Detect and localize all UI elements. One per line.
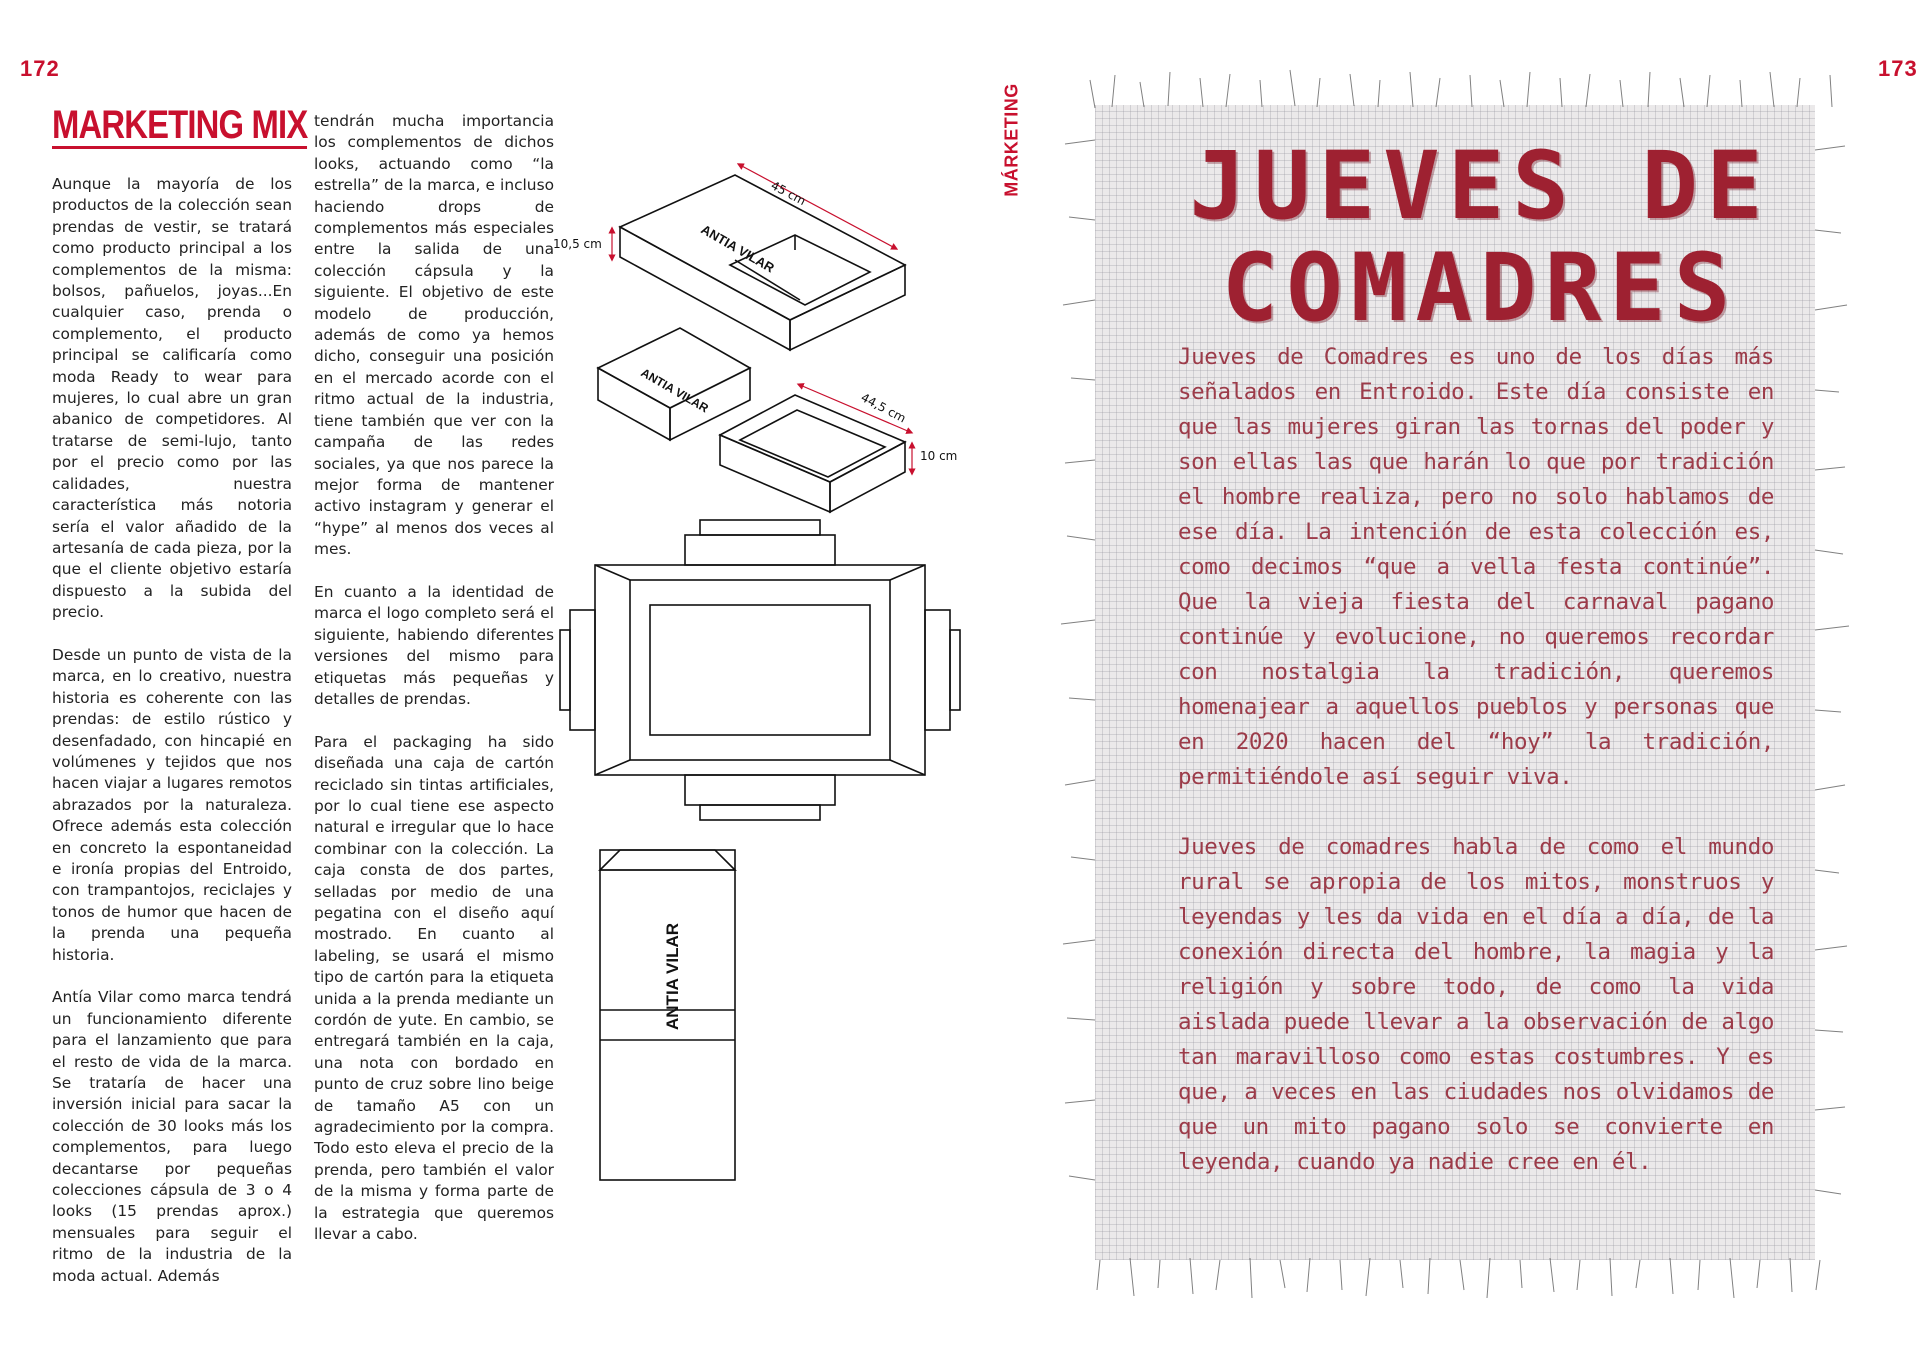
page-number-right: 173 [1878,56,1918,81]
paragraph: Antía Vilar como marca tendrá un funcionamiento diferente para el lanzamiento que para el resto de vida de la marca. Se trataría de hacer una inversión inicial para sacar la colección de 30 looks más los complementos, para luego decantarse por pequeñas colecciones cápsula de 3 o 4 looks (15 prendas aprox.) mensuales para seguir el ritmo de la industria de la moda actual. Además [52,988,292,1285]
embroidered-title [1140,132,1820,343]
box-brand-text: ANTIA VILAR [638,365,711,416]
embroidered-title-line: COMADRES [1221,234,1739,343]
box-net-illustration [560,520,960,820]
paragraph: Para el packaging ha sido diseñada una caja de cartón reciclado sin tintas artificiales, por lo cual tiene ese aspecto natural e irregular que lo hace combinar con la colección. La caja consta de dos partes, selladas por medio de una pegatina con el diseño aquí mostrado. En cuanto al labeling, se usará el mismo tipo de cartón para la etiqueta unida a la prenda mediante un cordón de yute. En cambio, se entregará también en la caja, una nota con bordado en punto de cruz sobre lino beige de tamaño A5 con un agradecimiento por la compra. Todo esto eleva el precio de la prenda, pero también el valor de la misma y forma parte de la estrategia que queremos llevar a cabo. [314,732,554,1244]
embroidered-paragraph: Jueves de comadres habla de como el mundo rural se apropia de los mitos, monstruos y leyendas y les da vida en el día a día, de la conexión directa del hombre, la magia y la religión y sobre todo, de como la vida aislada puede llevar a la observación de algo tan maravilloso como estas costumbres. Y es que, a veces en las ciudades nos olvidamos de que un mito pagano solo se convierte en leyenda, cuando ya nadie cree en él. [1178,834,1774,1175]
section-side-label: MÁRKETING [1001,83,1022,197]
embroidered-title-line: JUEVES DE [1189,132,1771,241]
embroidered-text [1178,340,1774,1215]
text-column-left [52,174,292,1308]
section-heading: MARKETING MIX [52,103,308,147]
text-column-right [314,111,554,1267]
paragraph: Aunque la mayoría de los productos de la colección sean prendas de vestir, se tratará como producto principal a los complementos de la misma: bolsos, pañuelos, joyas...En cualquier caso, prenda o complemento, el producto principal se calificaría como moda Ready to wear para mujeres, lo cual abre un gran abanico de competidores. Al tratarse de semi-lujo, tanto por el precio como por las calidades, nuestra característica más notoria sería el valor añadido de la artesanía de cada pieza, por la que el cliente objetivo estaría dispuesto a la subida del precio. [52,175,292,622]
packaging-diagram [553,150,980,1200]
paragraph: Desde un punto de vista de la marca, en lo creativo, nuestra historia es coherente con las prendas: de estilo rústico y desenfadado, con hincapié en volúmenes y tejidos que nos hacen viajar a lugares remotos abrazados por la naturaleza. Ofrece además esta colección en concreto la espontaneidad e ironía propias del Entroido, con trampantojos, reciclajes y tonos de humor que hacen de la prenda una pequeña historia. [52,645,292,964]
page-number-left: 172 [20,56,60,81]
paragraph: tendrán mucha importancia los complementos de dichos looks, actuando como “la estrella” de la marca, e incluso haciendo drops de complementos más especiales entre la salida de una colección cápsula y la siguiente. El objetivo de este modelo de producción, además de como ya hemos dicho, conseguir una posición en el mercado acorde con el ritmo actual de la industria, tiene también que ver con la campaña de las redes sociales, ya que nos parece la mejor forma de mantener activo instagram y generar el “hype” al menos dos veces al mes. [314,112,554,559]
dimension-label-width-bottom: 44,5 cm [858,390,909,426]
box-brand-text: ANTIA VILAR [698,221,777,276]
embroidered-paragraph: Jueves de Comadres es uno de los días más señalados en Entroido. Este día consiste en que las mujeres giran las tornas del poder y son ellas las que harán lo que por tradición el hombre realiza, pero no solo hablamos de ese día. La intención de esta colección es, como decimos “que a vella festa continúe”. Que la vieja fiesta del carnaval pagano continúe y evolucione, no queremos recordar con nostalgia la tradición, queremos homenajear a aquellos pueblos y personas que en 2020 hacen del “hoy” la tradición, permitiéndole así seguir viva. [1178,344,1774,790]
tag-brand-text: ANTIA VILAR [663,922,682,1030]
dimension-label-width-top: 45 cm [768,178,809,209]
paragraph: En cuanto a la identidad de marca el logo completo será el siguiente, habiendo diferentes versiones del mismo para etiquetas más pequeñas y detalles de prendas. [314,582,554,708]
dimension-label-height-top: 10,5 cm [553,237,602,251]
dimension-label-height-bottom: 10 cm [920,449,958,463]
